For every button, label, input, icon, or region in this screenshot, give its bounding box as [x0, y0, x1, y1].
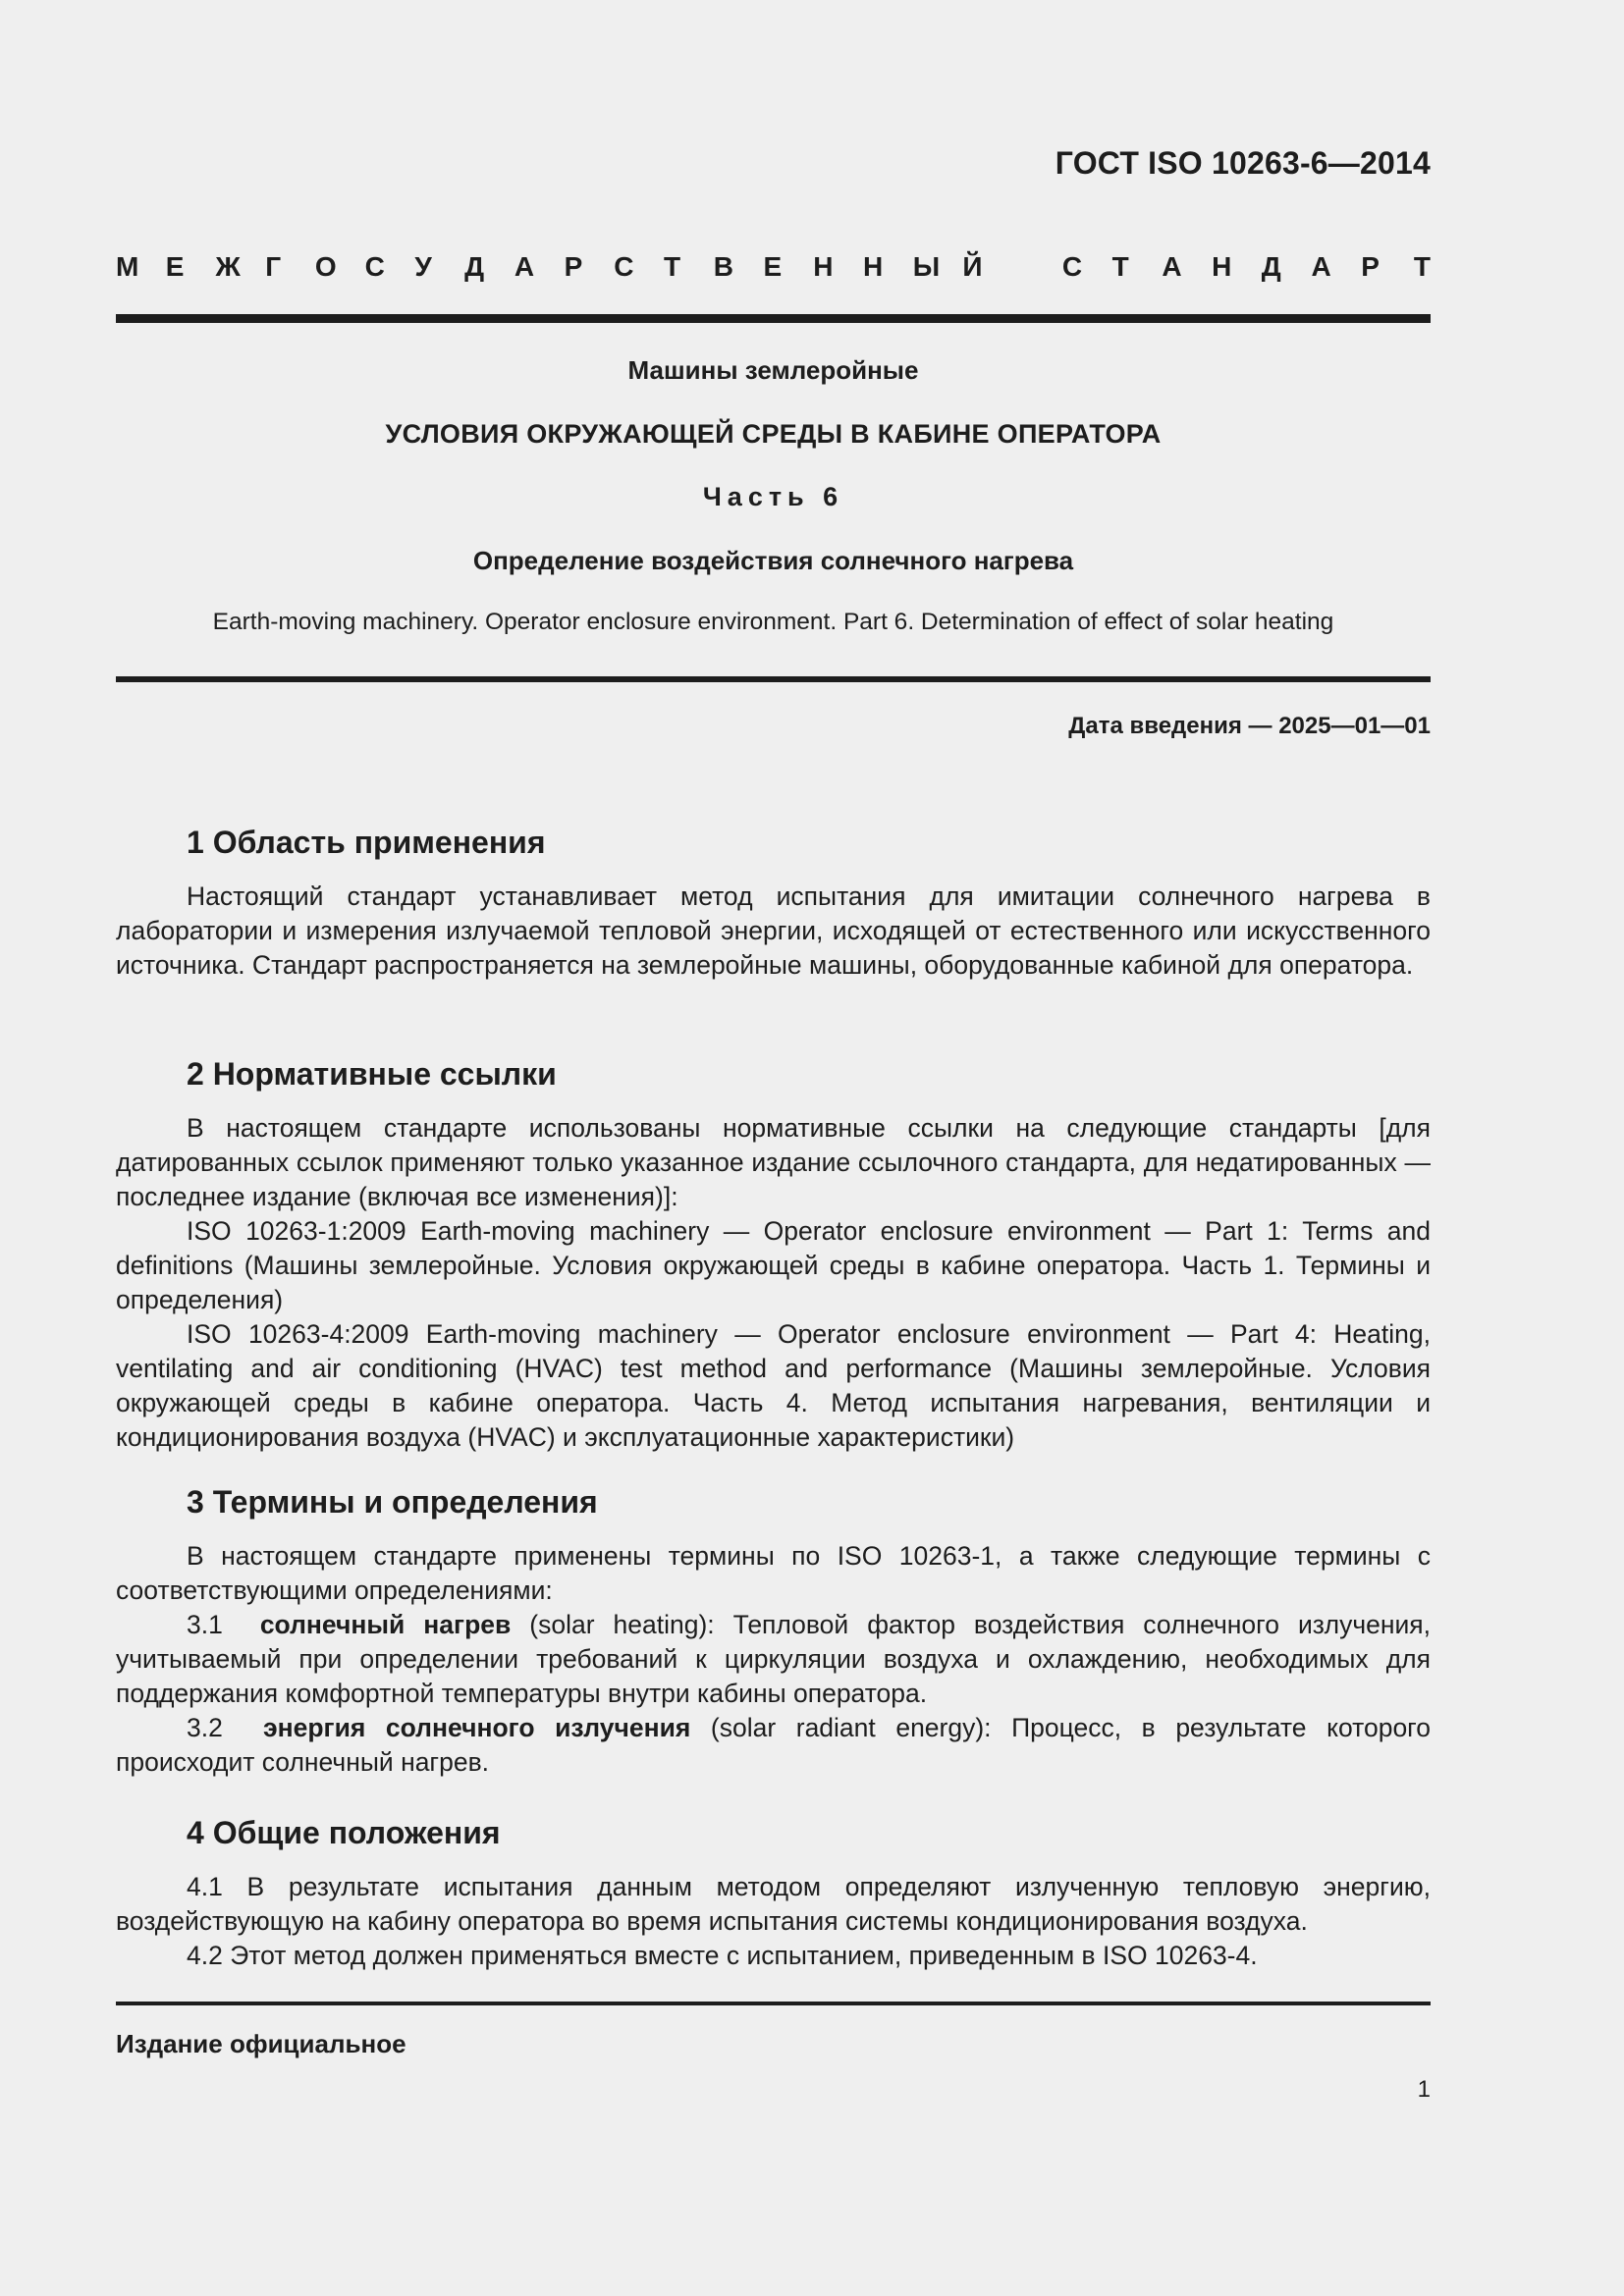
- footer-rule: [116, 2002, 1431, 2005]
- banner-letter: А: [1311, 251, 1331, 282]
- banner-letter: М: [116, 251, 139, 282]
- english-title: Earth-moving machinery. Operator enclosure environment. Part 6. Determination of effect of solar heating: [212, 609, 1334, 635]
- main-title: УСЛОВИЯ ОКРУЖАЮЩЕЙ СРЕДЫ В КАБИНЕ ОПЕРАТОРА: [385, 419, 1162, 449]
- banner-letter: Е: [763, 251, 783, 282]
- banner-letter: Н: [813, 251, 834, 282]
- banner-letter: Р: [564, 251, 583, 282]
- section-heading: 2 Нормативные ссылки: [187, 1056, 557, 1092]
- banner-letter: Е: [165, 251, 185, 282]
- paragraph: Настоящий стандарт устанавливает метод испытания для имитации солнечного нагрева в лаборатории и измерения излучаемой тепловой энергии, исходящей от естественного или искусственного источника. Стандарт распространяется на землеройные машины, оборудованные кабиной для оператора.: [116, 881, 1431, 980]
- paragraph: В настоящем стандарте использованы нормативные ссылки на следующие стандарты [для датированных ссылок применяют только указанное издание ссылочного стандарта, для недатированных — последнее издание (включая все изменения)]:: [116, 1113, 1431, 1211]
- banner-letter: С: [1061, 251, 1083, 282]
- term-definition: (solar heating): Тепловой фактор воздействия солнечного излучения, учитываемый при определении требований к циркуляции воздуха и охлаждению, необходимых для поддержания комфортной температуры внутри кабины оператора.: [116, 1610, 1432, 1708]
- top-thick-rule: [116, 314, 1431, 323]
- term-number: 3.1: [187, 1610, 223, 1639]
- page-number: 1: [1417, 2076, 1431, 2103]
- official-edition-label: Издание официальное: [116, 2029, 406, 2058]
- term-name: солнечный нагрев: [259, 1610, 512, 1639]
- standard-type-banner: [116, 251, 1431, 285]
- banner-letter: А: [1162, 251, 1182, 282]
- reference-item: ISO 10263-4:2009 Earth-moving machinery — Operator enclosure environment — Part 4: Heating, ventilating and air conditioning (HVAC) test method and performance (Машины землеройные. Условия окружающей среды в кабине оператора. Часть 4. Метод испытания нагревания, вентиляции и кондиционирования воздуха (HVAC) и эксплуатационные характеристики): [116, 1319, 1431, 1452]
- banner-letter: У: [414, 251, 432, 282]
- banner-letter: С: [614, 251, 634, 282]
- section-heading: 3 Термины и определения: [187, 1484, 598, 1520]
- title-bottom-rule: [116, 676, 1431, 682]
- banner-letter: В: [713, 251, 733, 282]
- banner-letter: Т: [664, 251, 681, 282]
- reference-item: ISO 10263-1:2009 Earth-moving machinery — Operator enclosure environment — Part 1: Terms and definitions (Машины землеройные. Условия окружающей среды в кабине оператора. Часть 1. Термины и определения): [116, 1216, 1431, 1314]
- paragraph: 4.2 Этот метод должен применяться вместе с испытанием, приведенным в ISO 10263-4.: [187, 1941, 1258, 1970]
- banner-letter: Т: [1413, 251, 1431, 282]
- section-heading: 4 Общие положения: [187, 1815, 501, 1850]
- part-title: Определение воздействия солнечного нагрева: [472, 546, 1074, 575]
- section-scope: [116, 823, 1431, 983]
- banner-letter: Н: [1212, 251, 1232, 282]
- banner-letter: Н: [862, 251, 884, 282]
- paragraph: В настоящем стандарте применены термины по ISO 10263-1, а также следующие термины с соответствующими определениями:: [116, 1541, 1431, 1605]
- paragraph: 4.1 В результате испытания данным методом определяют излученную тепловую энергию, воздействующую на кабину оператора во время испытания системы кондиционирования воздуха.: [116, 1872, 1431, 1936]
- subject-title: Машины землеройные: [627, 355, 919, 385]
- term-name: энергия солнечного излучения: [262, 1713, 691, 1742]
- effective-date: Дата введения — 2025—01—01: [1068, 713, 1431, 739]
- banner-letter: Р: [1361, 251, 1380, 282]
- banner-letter: О: [314, 251, 337, 282]
- banner-letter: Д: [464, 251, 485, 282]
- document-page: [116, 0, 1431, 2296]
- section-general-provisions: [116, 1813, 1431, 1973]
- term-number: 3.2: [187, 1713, 223, 1742]
- term-entry: [116, 1608, 1431, 1711]
- section-terms-definitions: [116, 1482, 1431, 1780]
- banner-letter: С: [364, 251, 385, 282]
- banner-letter: А: [514, 251, 535, 282]
- banner-letter: Д: [1261, 251, 1281, 282]
- document-code: ГОСТ ISO 10263-6—2014: [1055, 145, 1431, 181]
- term-entry: [116, 1711, 1431, 1780]
- banner-letter: Г: [265, 251, 282, 282]
- section-normative-references: [116, 1054, 1431, 1455]
- section-heading: 1 Область применения: [187, 825, 546, 860]
- term-definition: (solar radiant energy): Процесс, в результате которого происходит солнечный нагрев.: [116, 1713, 1431, 1777]
- banner-letter: Ж: [215, 251, 241, 282]
- banner-letter: Ы: [912, 251, 941, 282]
- banner-letter: Й: [962, 251, 983, 282]
- part-label: Часть 6: [702, 482, 844, 511]
- banner-letter: Т: [1111, 251, 1129, 282]
